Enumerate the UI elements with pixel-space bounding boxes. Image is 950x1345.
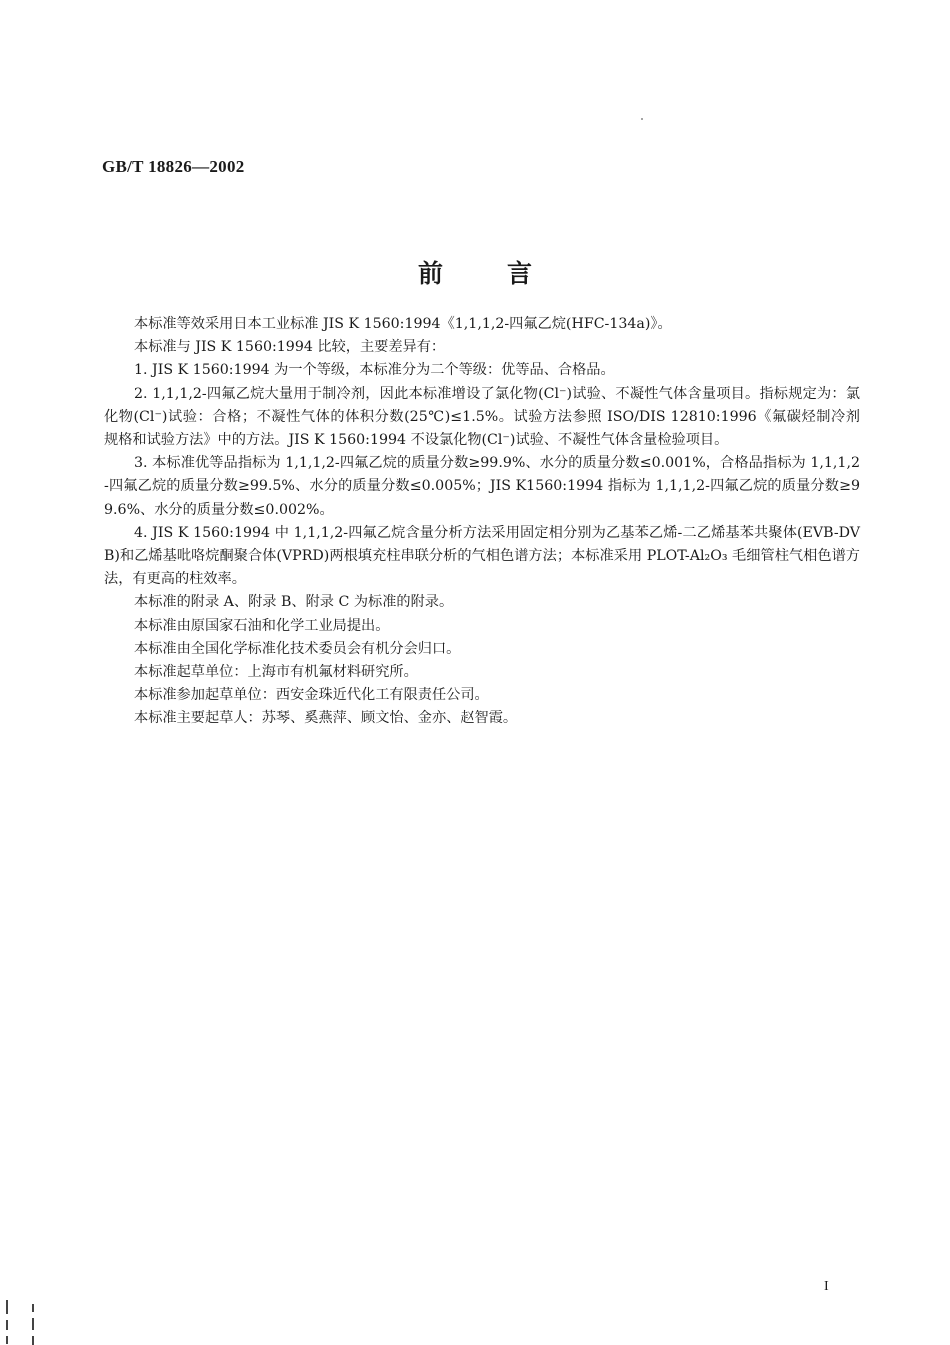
page-number: I: [824, 1279, 829, 1294]
paragraph-adoption: 本标准等效采用日本工业标准 JIS K 1560:1994《1,1,1,2-四氟乙烷(HFC-134a)》。: [134, 316, 672, 332]
paragraph-difference-4: 4. JIS K 1560:1994 中 1,1,1,2-四氟乙烷含量分析方法采用固定相分别为乙基苯乙烯-二乙烯基苯共聚体(EVB-DVB)和乙烯基吡咯烷酮聚合体(VPRD)两根填充柱串联分析的气相色谱方法；本标准采用 PLOT-Al₂O₃ 毛细管柱气相色谱方法，有更高的柱效率。: [104, 524, 860, 588]
paragraph-appendix: 本标准的附录 A、附录 B、附录 C 为标准的附录。: [134, 594, 454, 611]
paragraph-proposer: 本标准由原国家石油和化学工业局提出。: [134, 617, 390, 634]
scan-edge-marks: [6, 1300, 42, 1345]
paragraph-difference-2: 2. 1,1,1,2-四氟乙烷大量用于制冷剂，因此本标准增设了氯化物(Cl⁻)试验、不凝性气体含量项目。指标规定为：氯化物(Cl⁻)试验：合格；不凝性气体的体积分数(25℃)≤1.5%。试验方法参照 ISO/DIS 12810:1996《氟碳烃制冷剂 规格和试验方法》中的方法。JIS K 1560:1994 不设氯化物(Cl⁻)试验、不凝性气体含量检验项目。: [104, 385, 875, 449]
title-char-2: 言: [507, 259, 533, 288]
page-title: [0, 254, 950, 290]
paragraph-differences-intro: 本标准与 JIS K 1560:1994 比较，主要差异有：: [134, 339, 446, 356]
foreword-body: [104, 313, 875, 731]
paragraph-difference-1: 1. JIS K 1560:1994 为一个等级，本标准分为二个等级：优等品、合格品。: [134, 362, 615, 379]
standard-code: GB/T 18826—2002: [102, 157, 245, 176]
paragraph-drafting-unit: 本标准起草单位：上海市有机氟材料研究所。: [134, 664, 418, 681]
paragraph-difference-3: 3. 本标准优等品指标为 1,1,1,2-四氟乙烷的质量分数≥99.9%、水分的质量分数≤0.001%，合格品指标为 1,1,1,2-四氟乙烷的质量分数≥99.5%、水分的质量分数≤0.005%；JIS K1560:1994 指标为 1,1,1,2-四氟乙烷的质量分数≥99.6%、水分的质量分数≤0.002%。: [104, 455, 860, 518]
paragraph-participating-unit: 本标准参加起草单位：西安金珠近代化工有限责任公司。: [134, 687, 489, 704]
title-char-1: 前: [417, 259, 443, 288]
paragraph-committee: 本标准由全国化学标准化技术委员会有机分会归口。: [134, 640, 461, 657]
paragraph-drafters: 本标准主要起草人：苏琴、奚燕萍、顾文怡、金亦、赵智霞。: [134, 710, 518, 727]
scan-speck: [641, 118, 643, 120]
